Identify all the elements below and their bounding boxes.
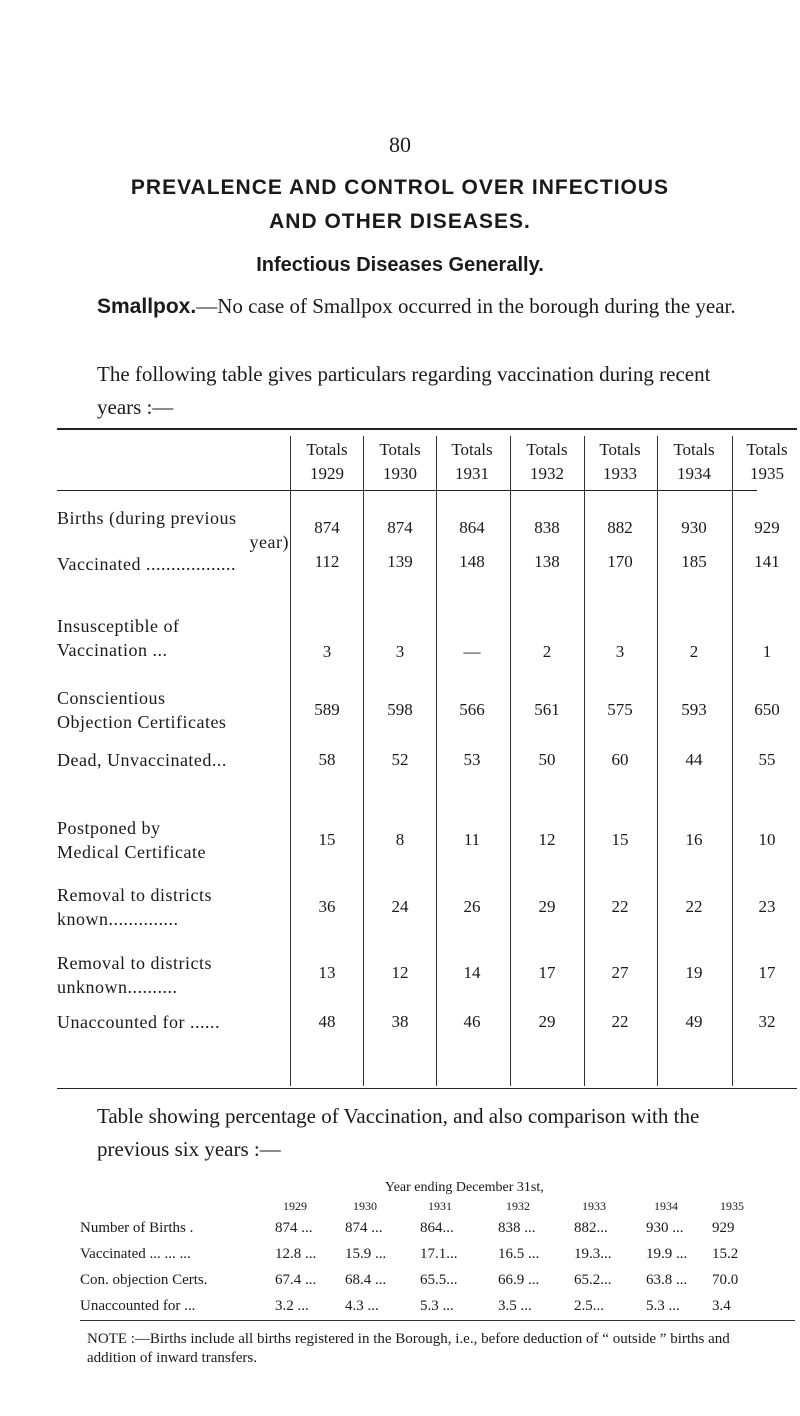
percentage-intro: Table showing percentage of Vaccination, and also comparison with the previous six years :— bbox=[97, 1104, 700, 1161]
percentage-cell: 68.4 ... bbox=[345, 1272, 387, 1288]
table-cell: 50 bbox=[538, 750, 556, 769]
table-cell: 1 bbox=[762, 642, 772, 661]
row-label-line1: Births (during previous bbox=[57, 508, 237, 528]
table-cell: 19 bbox=[685, 963, 703, 982]
table-cell: 16 bbox=[685, 830, 703, 849]
percentage-cell: 15.2 bbox=[712, 1246, 739, 1262]
table-bottom-rule bbox=[57, 1088, 797, 1089]
section-subtitle: Infectious Diseases Generally. bbox=[256, 254, 544, 276]
column-header-label: Totals bbox=[673, 440, 715, 459]
page-title-line2: AND OTHER DISEASES. bbox=[269, 210, 531, 233]
column-header-label: Totals bbox=[599, 440, 641, 459]
footnote: NOTE :—Births include all births registered in the Borough, i.e., before deduction of “ outside ” births and addition of inward transfers. bbox=[87, 1331, 730, 1366]
row-label bbox=[57, 816, 289, 864]
table-cell: 23 bbox=[758, 897, 776, 916]
percentage-cell: 19.3... bbox=[574, 1246, 612, 1262]
percentage-cell: 882... bbox=[574, 1220, 608, 1236]
row-label bbox=[57, 552, 289, 576]
table-cell: 864 bbox=[459, 518, 485, 537]
percentage-cell: 65.2... bbox=[574, 1272, 612, 1288]
percentage-cell: 12.8 ... bbox=[275, 1246, 317, 1262]
percentage-year: 1930 bbox=[353, 1199, 377, 1213]
table-cell: 60 bbox=[611, 750, 629, 769]
row-label-line1: Vaccinated .................. bbox=[57, 554, 236, 574]
percentage-cell: 3.4 bbox=[712, 1298, 731, 1314]
percentage-table bbox=[80, 1180, 790, 1320]
table-cell: 598 bbox=[387, 700, 413, 719]
row-label-line1: Removal to districts bbox=[57, 885, 212, 905]
column-header bbox=[365, 438, 435, 486]
percentage-cell: 4.3 ... bbox=[345, 1298, 379, 1314]
column-header bbox=[732, 438, 800, 486]
column-header bbox=[585, 438, 655, 486]
percentage-cell: 874 ... bbox=[275, 1220, 313, 1236]
column-header-label: Totals bbox=[379, 440, 421, 459]
percentage-cell: 3.2 ... bbox=[275, 1298, 309, 1314]
table-cell: 12 bbox=[391, 963, 409, 982]
smallpox-paragraph bbox=[97, 290, 737, 323]
column-header bbox=[437, 438, 507, 486]
table-cell: 566 bbox=[459, 700, 485, 719]
table-cell: 3 bbox=[615, 642, 625, 661]
table-cell: 874 bbox=[314, 518, 340, 537]
percentage-year: 1933 bbox=[582, 1199, 606, 1213]
table-cell: 24 bbox=[391, 897, 409, 916]
table-cell: 26 bbox=[463, 897, 481, 916]
table-cell: — bbox=[463, 642, 481, 661]
percentage-year: 1935 bbox=[720, 1199, 744, 1213]
percentage-cell: 66.9 ... bbox=[498, 1272, 540, 1288]
table-cell: 22 bbox=[611, 897, 629, 916]
table-cell: 3 bbox=[322, 642, 332, 661]
column-divider bbox=[657, 436, 658, 1086]
table-cell: 3 bbox=[395, 642, 405, 661]
column-divider bbox=[363, 436, 364, 1086]
percentage-row-label: Con. objection Certs. bbox=[80, 1272, 208, 1288]
row-label bbox=[57, 506, 289, 554]
table-header-rule bbox=[57, 490, 757, 491]
table-cell: 17 bbox=[538, 963, 556, 982]
table-cell: 17 bbox=[758, 963, 776, 982]
table-cell: 882 bbox=[607, 518, 633, 537]
column-header-label: Totals bbox=[451, 440, 493, 459]
row-label bbox=[57, 686, 289, 734]
table-cell: 58 bbox=[318, 750, 336, 769]
column-divider bbox=[510, 436, 511, 1086]
table-cell: 8 bbox=[395, 830, 405, 849]
row-label-line2: year) bbox=[249, 532, 289, 552]
table-cell: 170 bbox=[607, 552, 633, 571]
percentage-cell: 65.5... bbox=[420, 1272, 458, 1288]
table-cell: 139 bbox=[387, 552, 413, 571]
row-label-line2: Vaccination ... bbox=[57, 640, 168, 660]
row-label bbox=[57, 1010, 289, 1034]
table-cell: 138 bbox=[534, 552, 560, 571]
column-header-year: 1934 bbox=[677, 464, 711, 483]
row-label bbox=[57, 951, 289, 999]
column-header-year: 1930 bbox=[383, 464, 417, 483]
column-header-label: Totals bbox=[306, 440, 348, 459]
row-label bbox=[57, 614, 289, 662]
page-title-line1: PREVALENCE AND CONTROL OVER INFECTIOUS bbox=[130, 176, 670, 199]
percentage-cell: 63.8 ... bbox=[646, 1272, 688, 1288]
table-cell: 12 bbox=[538, 830, 556, 849]
table-cell: 13 bbox=[318, 963, 336, 982]
table-cell: 22 bbox=[685, 897, 703, 916]
row-label-line1: Insusceptible of bbox=[57, 616, 180, 636]
percentage-cell: 5.3 ... bbox=[420, 1298, 454, 1314]
percentage-cell: 16.5 ... bbox=[498, 1246, 540, 1262]
percentage-cell: 838 ... bbox=[498, 1220, 536, 1236]
table-cell: 36 bbox=[318, 897, 336, 916]
table-cell: 32 bbox=[758, 1012, 776, 1031]
table-cell: 29 bbox=[538, 897, 556, 916]
table-cell: 141 bbox=[754, 552, 780, 571]
table-cell: 650 bbox=[754, 700, 780, 719]
percentage-row-label: Unaccounted for ... bbox=[80, 1298, 196, 1314]
column-header-year: 1929 bbox=[310, 464, 344, 483]
percentage-year: 1934 bbox=[654, 1199, 678, 1213]
table-intro: The following table gives particulars regarding vaccination during recent years :— bbox=[97, 362, 711, 419]
row-label-line1: Conscientious bbox=[57, 688, 166, 708]
table-cell: 44 bbox=[685, 750, 703, 769]
column-header-year: 1935 bbox=[750, 464, 784, 483]
table-cell: 49 bbox=[685, 1012, 703, 1031]
row-label-line2: Medical Certificate bbox=[57, 842, 206, 862]
row-label-line1: Postponed by bbox=[57, 818, 161, 838]
row-label-line1: Removal to districts bbox=[57, 953, 212, 973]
percentage-row-label: Number of Births . bbox=[80, 1220, 194, 1236]
percentage-cell: 3.5 ... bbox=[498, 1298, 532, 1314]
column-header-year: 1933 bbox=[603, 464, 637, 483]
percentage-cell: 929 bbox=[712, 1220, 735, 1236]
smallpox-runin: Smallpox. bbox=[97, 295, 197, 318]
column-header-label: Totals bbox=[526, 440, 568, 459]
percentage-cell: 70.0 bbox=[712, 1272, 739, 1288]
table-cell: 589 bbox=[314, 700, 340, 719]
table-cell: 55 bbox=[758, 750, 776, 769]
percentage-cell: 15.9 ... bbox=[345, 1246, 387, 1262]
table-cell: 930 bbox=[681, 518, 707, 537]
table-top-rule bbox=[57, 428, 797, 430]
column-header-year: 1932 bbox=[530, 464, 564, 483]
table-cell: 52 bbox=[391, 750, 409, 769]
column-header bbox=[659, 438, 729, 486]
table-cell: 148 bbox=[459, 552, 485, 571]
table-cell: 29 bbox=[538, 1012, 556, 1031]
table-cell: 48 bbox=[318, 1012, 336, 1031]
table-cell: 46 bbox=[463, 1012, 481, 1031]
column-header-label: Totals bbox=[746, 440, 788, 459]
row-label-line1: Unaccounted for ...... bbox=[57, 1012, 220, 1032]
table-cell: 874 bbox=[387, 518, 413, 537]
percentage-cell: 864... bbox=[420, 1220, 454, 1236]
vaccination-table bbox=[57, 428, 797, 1088]
table-cell: 561 bbox=[534, 700, 560, 719]
table-cell: 15 bbox=[611, 830, 629, 849]
column-header bbox=[512, 438, 582, 486]
percentage-year: 1929 bbox=[283, 1199, 307, 1213]
table-cell: 2 bbox=[542, 642, 552, 661]
table-cell: 53 bbox=[463, 750, 481, 769]
row-label-line2: known.............. bbox=[57, 909, 179, 929]
table-cell: 15 bbox=[318, 830, 336, 849]
table-cell: 838 bbox=[534, 518, 560, 537]
percentage-table-header: Year ending December 31st, bbox=[385, 1180, 544, 1195]
percentage-cell: 874 ... bbox=[345, 1220, 383, 1236]
row-label-line2: Objection Certificates bbox=[57, 712, 227, 732]
percentage-cell: 19.9 ... bbox=[646, 1246, 688, 1262]
column-header bbox=[292, 438, 362, 486]
percentage-cell: 67.4 ... bbox=[275, 1272, 317, 1288]
table-cell: 22 bbox=[611, 1012, 629, 1031]
percentage-cell: 5.3 ... bbox=[646, 1298, 680, 1314]
percentage-table-rule bbox=[80, 1320, 795, 1321]
percentage-year: 1932 bbox=[506, 1199, 530, 1213]
row-label bbox=[57, 883, 289, 931]
table-cell: 11 bbox=[463, 830, 481, 849]
table-cell: 27 bbox=[611, 963, 629, 982]
percentage-cell: 930 ... bbox=[646, 1220, 684, 1236]
row-label-line1: Dead, Unvaccinated... bbox=[57, 750, 227, 770]
column-header-year: 1931 bbox=[455, 464, 489, 483]
table-cell: 14 bbox=[463, 963, 481, 982]
page-number: 80 bbox=[389, 132, 411, 157]
row-label-line2: unknown.......... bbox=[57, 977, 178, 997]
table-cell: 112 bbox=[314, 552, 340, 571]
percentage-row-label: Vaccinated ... ... ... bbox=[80, 1246, 191, 1262]
percentage-cell: 2.5... bbox=[574, 1298, 604, 1314]
table-cell: 2 bbox=[689, 642, 699, 661]
table-cell: 10 bbox=[758, 830, 776, 849]
percentage-cell: 17.1... bbox=[420, 1246, 458, 1262]
column-divider bbox=[290, 436, 291, 1086]
table-cell: 185 bbox=[681, 552, 707, 571]
table-cell: 593 bbox=[681, 700, 707, 719]
percentage-year: 1931 bbox=[428, 1199, 452, 1213]
table-cell: 929 bbox=[754, 518, 780, 537]
table-cell: 575 bbox=[607, 700, 633, 719]
smallpox-text: —No case of Smallpox occurred in the borough during the year. bbox=[196, 294, 736, 318]
table-cell: 38 bbox=[391, 1012, 409, 1031]
row-label bbox=[57, 748, 289, 772]
